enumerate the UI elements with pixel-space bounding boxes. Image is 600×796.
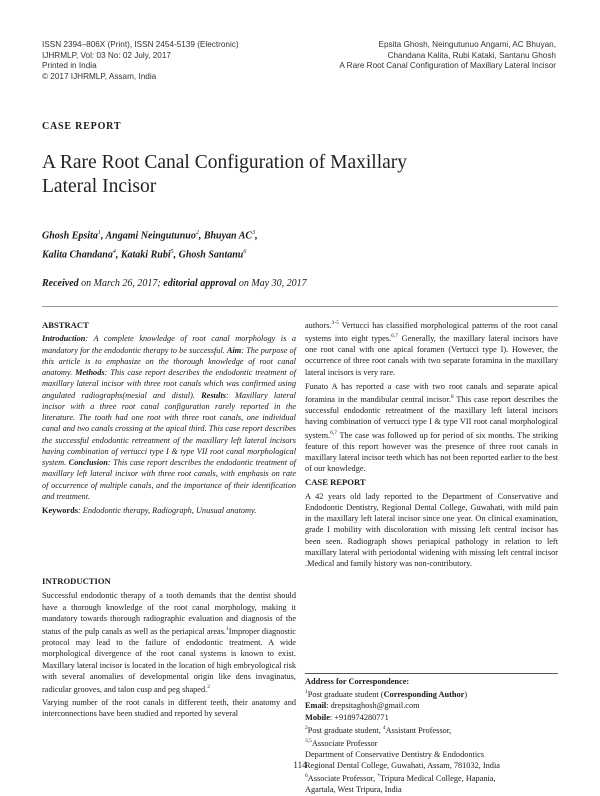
running-title: A Rare Root Canal Configuration of Maxillary Lateral Incisor <box>339 61 556 71</box>
results-label: Results <box>201 390 227 400</box>
email-value[interactable]: : drepsitaghosh@gmail.com <box>326 701 420 711</box>
affiliation-mark: 1 <box>305 689 308 696</box>
introduction-paragraph: Varying number of the root canals in different teeth, their anatomy and interconnections have been studied and reported by several <box>42 698 296 719</box>
running-authors-1: Epsita Ghosh, Neingutunuo Angami, AC Bhuyan, <box>378 40 556 49</box>
correspondence-line <box>305 687 558 700</box>
body-text-part: This case report describes the successful endodontic retreatment of the maxillary left lateral incisors having combination of vertucci type I & type VII root canal morphological system. <box>305 394 558 440</box>
correspondence-line: Agartala, West Tripura, India <box>305 785 402 795</box>
correspondence-line <box>305 771 558 784</box>
conclusion-text: : This case report describes the endodontic treatment of maxillary left lateral incisor with three root canals, with emphasis on rate of occurrence of multiple canals, and the importance of their identification and treatment. <box>42 458 296 501</box>
author-affiliation-mark: 3 <box>252 230 256 236</box>
citation: 6,7 <box>330 429 337 436</box>
author-name: Ghosh Epsita <box>42 230 98 242</box>
correspondence-line <box>305 736 558 749</box>
body-text-part: Generally, the maxillary lateral incisors have one root canal with one apical foramen (Vertucci type I). However, the occurrence of three root canals with two separate foramina in the maxillary lateral incisors is very rare. <box>305 333 558 377</box>
article-dates <box>42 278 307 289</box>
corresponding-author-label: Corresponding Author <box>383 690 465 700</box>
mobile-value: : +918974280771 <box>329 712 389 722</box>
article-type: CASE REPORT <box>42 121 122 132</box>
header-divider <box>42 306 558 307</box>
received-date: on March 26, 2017; <box>81 278 161 289</box>
abstract-body <box>42 333 296 502</box>
author-name: Bhuyan AC <box>203 230 253 242</box>
author-affiliation-mark: 5 <box>170 249 174 256</box>
intro-text-part: Successful endodontic therapy of a tooth demands that the dentist should have a thorough knowledge of the root canal morphology, making it mandatory towards thorough radiographic evaluation and diagnosis of the status of the pulp canals as well as the periapical areas. <box>42 591 296 636</box>
aim-text: : The purpose of this article is to emphasize on the thorough knowledge of root canal anatomy. <box>42 345 297 377</box>
intro-label: Introduction <box>42 334 86 344</box>
body-text-part: The case was followed up for period of six months. The striking feature of this report however was the presence of three root canals in maxillary lateral incisor teeth which has not been reported earlier to the best of our knowledge. <box>305 430 558 474</box>
correspondence-text: Tripura Medical College, Hapania, <box>380 774 496 784</box>
author-separator: , <box>115 249 121 261</box>
author-name: Kataki Rubi <box>120 249 171 261</box>
conclusion-label: Conclusion <box>68 458 108 467</box>
author-name: Ghosh Santanu <box>178 249 244 261</box>
article-title: A Rare Root Canal Configuration of Maxillary Lateral Incisor <box>42 152 408 197</box>
results-text: : Maxillary lateral incisor with a three root canal configuration rarely reported in the literature. The tooth had one root with three root canals, one individual canal and two canals crossing at the apical third. This case report describes the successful endodontic retreatment of the maxillary left lateral incisors having combination of vertucci type I & type VII root canal morphological system. <box>42 390 296 467</box>
correspondence-line: Department of Conservative Dentistry & Endodontics <box>305 749 485 759</box>
citation: 1 <box>226 626 229 632</box>
correspondence-box <box>305 673 558 796</box>
affiliation-mark: 4 <box>382 724 386 731</box>
affiliation-mark: 3,5 <box>305 737 312 744</box>
email-label: Email <box>305 701 327 711</box>
author-list <box>42 225 362 264</box>
author-affiliation-mark: 2 <box>195 230 199 236</box>
correspondence-line: Regional Dental College, Guwahati, Assam, 781032, India <box>305 761 500 771</box>
journal-issn: ISSN 2394–806X (Print), ISSN 2454-5139 (Electronic) <box>42 40 239 49</box>
author-name: Angami Neingutunuo <box>105 230 196 242</box>
body-paragraph <box>305 318 558 378</box>
methods-text: : This case report describes the endodontic treatment of maxillary lateral incisor with three root canals which was confirmed using angulated radiographs(mesial and distal). <box>42 368 296 400</box>
received-label: Received <box>42 278 79 289</box>
intro-text-part: Improper diagnostic protocol may lead to the failure of endodontic treatment. A wide morphological divergence of the root canal systems is known to exist. Maxillary lateral incisor is located in the location of high embryological risk with several anomalies of developmental origin like dens invaginatus, radicular grooves, and talon cusp and peg shaped. <box>42 626 296 694</box>
case-report-paragraph: A 42 years old lady reported to the Department of Conservative and Endodontic Dentistry, Regional Dental College, Guwahati, with mild pain in the maxillary left lateral incisor since one year. On clinical examination, grade I mobility with discoloration with missing left central incisor has been seen. Radiograph shows periapical pathology in relation to left maxillary lateral with periodontal widening with missing left central incisor .Medical and family history was non-contributory. <box>305 491 558 569</box>
body-text-part: Funato A has reported a case with two root canals and separate apical foramina in the mandibular central incisor. <box>305 381 558 404</box>
affiliation-mark: 6 <box>305 773 308 780</box>
author-affiliation-mark: 6 <box>243 249 247 256</box>
approval-label: editorial approval <box>163 278 237 289</box>
intro-text: : A complete knowledge of root canal morphology is a mandatory for the endodontic therapy to be successful. <box>42 334 296 355</box>
journal-copyright: © 2017 IJHRMLP, Assam, India <box>42 71 157 81</box>
correspondence-text: Associate Professor <box>311 738 378 748</box>
body-paragraph <box>305 381 558 475</box>
journal-printed: Printed in India <box>42 61 97 71</box>
keywords <box>42 505 296 516</box>
keywords-text: : Endodontic therapy, Radiograph, Unusual anatomy. <box>77 506 257 515</box>
citation: 3-5 <box>331 320 339 326</box>
introduction-section <box>42 576 296 720</box>
mobile-label: Mobile <box>305 712 330 722</box>
affiliation-mark: * <box>377 773 380 780</box>
journal-volume: IJHRMLP, Vol: 03 No: 02 July, 2017 <box>42 50 171 60</box>
author-separator: , <box>100 230 106 242</box>
author-separator: , <box>173 249 179 261</box>
mobile-line <box>305 712 558 723</box>
citation: 6,7 <box>391 333 399 340</box>
abstract-heading: ABSTRACT <box>42 320 89 330</box>
abstract-section <box>42 320 296 516</box>
author-affiliation-mark: 1 <box>97 230 101 236</box>
introduction-paragraph <box>42 590 296 695</box>
citation: 8 <box>450 394 454 401</box>
author-separator: , <box>255 230 258 242</box>
correspondence-text: Associate Professor, <box>307 774 378 784</box>
body-text-part: authors. <box>305 320 332 330</box>
running-header <box>339 40 556 72</box>
approval-date: on May 30, 2017 <box>238 278 307 289</box>
correspondence-text: Post graduate student, <box>307 725 383 735</box>
correspondence-line <box>305 723 558 736</box>
page-number: 114 <box>293 760 307 770</box>
keywords-label: Keywords <box>42 506 78 515</box>
citation: 2 <box>207 684 210 691</box>
introduction-heading: INTRODUCTION <box>42 576 111 586</box>
journal-info <box>42 40 239 82</box>
methods-label: Methods <box>75 368 105 377</box>
email-line <box>305 700 558 711</box>
author-affiliation-mark: 4 <box>112 249 116 256</box>
correspondence-text: ) <box>464 690 468 700</box>
author-name: Kalita Chandana <box>42 249 113 261</box>
correspondence-heading: Address for Correspondence: <box>305 677 410 686</box>
right-column <box>305 318 558 569</box>
author-separator: , <box>198 230 204 242</box>
correspondence-text: Assistant Professor, <box>385 725 452 735</box>
affiliation-mark: 2 <box>305 724 308 731</box>
running-authors-2: Chandana Kalita, Rubi Kataki, Santanu Ghosh <box>387 50 556 60</box>
aim-label: Aim <box>226 345 242 355</box>
case-report-heading: CASE REPORT <box>305 477 366 488</box>
body-text-part: Vertucci has classified morphological patterns of the root canal systems into eight types. <box>305 320 558 343</box>
correspondence-text: Post graduate student ( <box>307 690 384 700</box>
